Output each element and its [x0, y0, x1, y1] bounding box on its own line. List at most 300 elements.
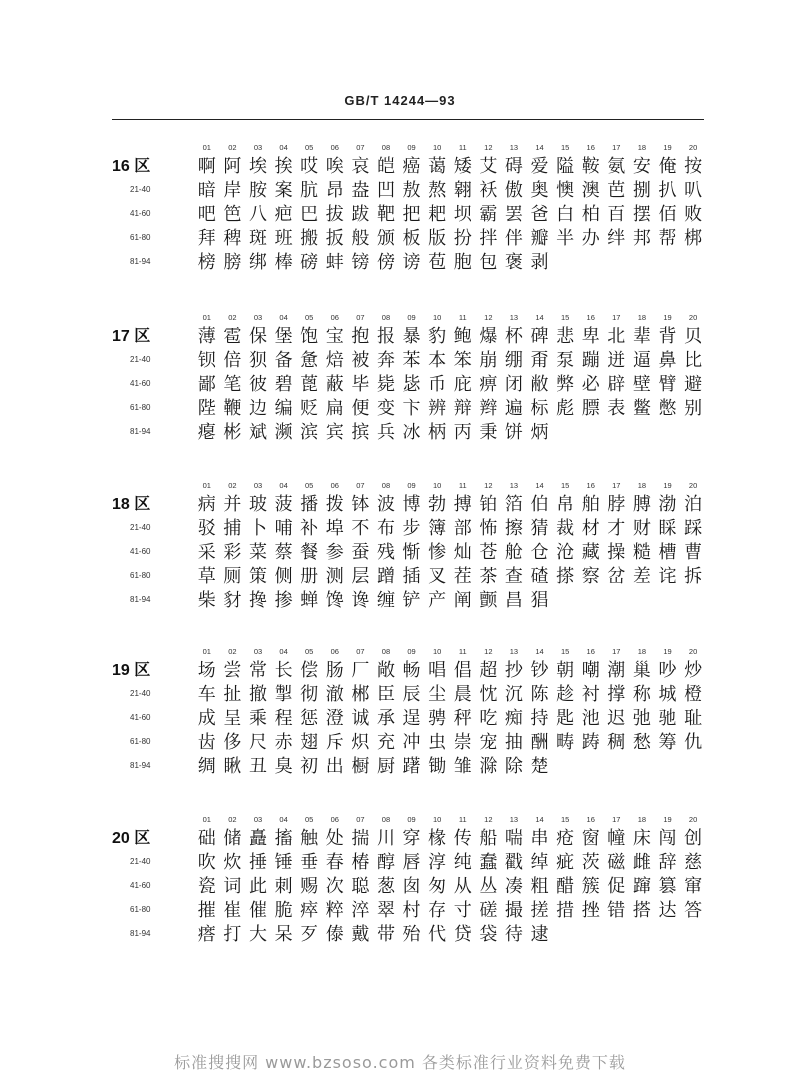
column-number-row [194, 647, 714, 657]
hanzi-cell: 掣 [274, 684, 293, 705]
hanzi-cell: 滨 [300, 422, 319, 443]
hanzi-cell: 承 [376, 708, 395, 729]
column-number: 03 [253, 313, 263, 322]
hanzi-cell: 蔼 [428, 156, 447, 177]
hanzi-cell: 奥 [530, 180, 549, 201]
hanzi-cell: 膀 [223, 252, 242, 273]
hanzi-cell: 粗 [530, 876, 549, 897]
column-number: 19 [663, 647, 672, 656]
hanzi-cell: 北 [607, 326, 626, 347]
hanzi-cell: 炳 [530, 422, 549, 443]
hanzi-cell: 豹 [428, 326, 447, 347]
hanzi-cell: 睬 [658, 518, 677, 539]
hanzi-cell: 挨 [274, 156, 293, 177]
hanzi-cell: 除 [504, 756, 523, 777]
hanzi-cell: 隘 [556, 156, 575, 177]
column-number: 12 [484, 815, 493, 824]
hanzi-cell: 存 [428, 900, 447, 921]
column-number: 02 [228, 313, 237, 322]
table-row [112, 659, 712, 683]
column-number: 15 [560, 481, 570, 490]
hanzi-cell: 靶 [376, 204, 395, 225]
table-row [112, 589, 712, 613]
column-number: 16 [586, 815, 595, 824]
hanzi-cell: 匆 [428, 876, 447, 897]
hanzi-cell: 带 [376, 924, 395, 945]
hanzi-cell: 部 [453, 518, 472, 539]
column-number: 11 [458, 481, 467, 490]
hanzi-cell: 槽 [658, 542, 677, 563]
hanzi-cell: 醋 [556, 876, 575, 897]
row-range-label: 81-94 [130, 427, 151, 436]
hanzi-cell: 瘩 [197, 924, 216, 945]
column-number: 06 [330, 481, 339, 490]
column-number: 07 [356, 313, 365, 322]
hanzi-cell: 从 [453, 876, 472, 897]
hanzi-cell: 础 [197, 828, 216, 849]
table-row [112, 541, 712, 565]
hanzi-cell: 惨 [428, 542, 447, 563]
hanzi-cell: 达 [658, 900, 677, 921]
hanzi-cell: 贝 [684, 326, 703, 347]
hanzi-cell: 疤 [274, 204, 293, 225]
hanzi-cell: 碍 [504, 156, 523, 177]
hanzi-cell: 囱 [402, 876, 421, 897]
column-number: 02 [228, 143, 237, 152]
hanzi-cell: 弛 [632, 708, 651, 729]
hanzi-cell: 币 [428, 374, 447, 395]
hanzi-cell: 饼 [504, 422, 523, 443]
character-row [194, 203, 714, 227]
hanzi-cell: 便 [351, 398, 370, 419]
column-number: 01 [202, 815, 211, 824]
character-row [194, 517, 714, 541]
hanzi-cell: 哺 [274, 518, 293, 539]
hanzi-cell: 板 [402, 228, 421, 249]
column-number: 19 [663, 815, 672, 824]
hanzi-cell: 村 [402, 900, 421, 921]
hanzi-cell: 辞 [658, 852, 677, 873]
hanzi-cell: 憋 [658, 398, 677, 419]
column-number: 08 [381, 313, 391, 322]
hanzi-cell: 杯 [504, 326, 523, 347]
hanzi-cell: 代 [428, 924, 447, 945]
hanzi-cell: 辨 [428, 398, 447, 419]
hanzi-cell: 磋 [479, 900, 498, 921]
column-number: 20 [688, 313, 698, 322]
hanzi-cell: 钡 [197, 350, 216, 371]
hanzi-cell: 颁 [376, 228, 395, 249]
hanzi-cell: 磁 [607, 852, 626, 873]
hanzi-cell: 秉 [479, 422, 498, 443]
character-row [194, 589, 714, 613]
column-number: 06 [330, 143, 339, 152]
hanzi-cell: 痴 [504, 708, 523, 729]
column-number: 13 [509, 647, 519, 656]
hanzi-cell: 盎 [351, 180, 370, 201]
hanzi-cell: 灿 [453, 542, 472, 563]
hanzi-cell: 蠢 [479, 852, 498, 873]
hanzi-cell: 椽 [428, 828, 447, 849]
hanzi-cell: 弊 [556, 374, 575, 395]
hanzi-cell: 拆 [684, 566, 703, 587]
hanzi-cell: 稗 [223, 228, 242, 249]
row-range-label: 61-80 [130, 403, 151, 412]
column-number: 18 [637, 481, 647, 490]
hanzi-cell: 岔 [607, 566, 626, 587]
hanzi-cell: 谗 [351, 590, 370, 611]
hanzi-cell: 雌 [632, 852, 651, 873]
column-number: 05 [305, 143, 314, 152]
character-row [194, 659, 714, 683]
hanzi-cell: 挫 [581, 900, 600, 921]
hanzi-cell: 惫 [300, 350, 319, 371]
hanzi-cell: 搏 [453, 494, 472, 515]
hanzi-cell: 岸 [223, 180, 242, 201]
hanzi-cell: 埃 [248, 156, 267, 177]
hanzi-cell: 尘 [428, 684, 447, 705]
column-number: 20 [688, 647, 698, 656]
hanzi-cell: 傲 [504, 180, 523, 201]
hanzi-cell: 触 [300, 828, 319, 849]
hanzi-cell: 厨 [376, 756, 395, 777]
hanzi-cell: 唇 [402, 852, 421, 873]
hanzi-cell: 伴 [504, 228, 523, 249]
hanzi-cell: 促 [607, 876, 626, 897]
hanzi-cell: 搬 [300, 228, 319, 249]
hanzi-cell: 赐 [300, 876, 319, 897]
hanzi-cell: 蓖 [300, 374, 319, 395]
hanzi-cell: 草 [197, 566, 216, 587]
column-number: 20 [688, 143, 698, 152]
hanzi-cell: 碧 [274, 374, 293, 395]
hanzi-cell: 淬 [351, 900, 370, 921]
hanzi-cell: 城 [658, 684, 677, 705]
hanzi-cell: 安 [632, 156, 651, 177]
hanzi-cell: 池 [581, 708, 600, 729]
hanzi-cell: 冲 [402, 732, 421, 753]
column-number: 09 [407, 481, 416, 490]
hanzi-cell: 残 [376, 542, 395, 563]
hanzi-cell: 搭 [632, 900, 651, 921]
hanzi-cell: 翱 [453, 180, 472, 201]
hanzi-cell: 不 [351, 518, 370, 539]
column-number: 17 [612, 815, 621, 824]
hanzi-cell: 车 [197, 684, 216, 705]
hanzi-cell: 扯 [223, 684, 242, 705]
hanzi-cell: 叭 [684, 180, 703, 201]
hanzi-cell: 摈 [351, 422, 370, 443]
character-row [194, 227, 714, 251]
table-row [112, 493, 712, 517]
column-number: 06 [330, 313, 339, 322]
hanzi-cell: 奔 [376, 350, 395, 371]
zone-label: 20 区 [112, 830, 151, 847]
hanzi-cell: 炒 [684, 660, 703, 681]
hanzi-cell: 葱 [376, 876, 395, 897]
table-row [112, 373, 712, 397]
zone-label: 18 区 [112, 496, 151, 513]
row-range-label: 81-94 [130, 929, 151, 938]
hanzi-cell: 呆 [274, 924, 293, 945]
column-number-row [194, 313, 714, 323]
hanzi-cell: 拌 [479, 228, 498, 249]
column-number: 17 [612, 143, 621, 152]
hanzi-cell: 堡 [274, 326, 293, 347]
row-range-label: 21-40 [130, 355, 151, 364]
hanzi-cell: 诧 [658, 566, 677, 587]
hanzi-cell: 橙 [684, 684, 703, 705]
hanzi-cell: 鼻 [658, 350, 677, 371]
column-number: 04 [279, 647, 288, 656]
hanzi-cell: 步 [402, 518, 421, 539]
character-row [194, 899, 714, 923]
hanzi-cell: 尝 [223, 660, 242, 681]
hanzi-cell: 馋 [325, 590, 344, 611]
hanzi-cell: 氨 [607, 156, 626, 177]
column-number: 07 [356, 647, 365, 656]
table-row [112, 875, 712, 899]
column-number: 10 [432, 143, 442, 152]
hanzi-cell: 毕 [351, 374, 370, 395]
hanzi-cell: 卜 [248, 518, 267, 539]
hanzi-cell: 躇 [402, 756, 421, 777]
hanzi-cell: 持 [530, 708, 549, 729]
hanzi-cell: 箔 [504, 494, 523, 515]
hanzi-cell: 层 [351, 566, 370, 587]
hanzi-cell: 百 [607, 204, 626, 225]
hanzi-cell: 豺 [223, 590, 242, 611]
hanzi-cell: 捌 [632, 180, 651, 201]
hanzi-cell: 彬 [223, 422, 242, 443]
hanzi-cell: 常 [248, 660, 267, 681]
hanzi-cell: 碑 [530, 326, 549, 347]
column-number: 10 [432, 815, 442, 824]
character-row [194, 851, 714, 875]
column-number: 18 [637, 313, 647, 322]
character-row [194, 349, 714, 373]
hanzi-cell: 捕 [223, 518, 242, 539]
hanzi-cell: 仇 [684, 732, 703, 753]
hanzi-cell: 聪 [351, 876, 370, 897]
zone-block [112, 481, 712, 631]
hanzi-cell: 喘 [504, 828, 523, 849]
hanzi-cell: 倡 [453, 660, 472, 681]
hanzi-cell: 舶 [581, 494, 600, 515]
hanzi-cell: 嘲 [581, 660, 600, 681]
hanzi-cell: 沉 [504, 684, 523, 705]
hanzi-cell: 吹 [197, 852, 216, 873]
column-number: 11 [458, 143, 467, 152]
hanzi-cell: 锄 [428, 756, 447, 777]
character-row [194, 493, 714, 517]
hanzi-cell: 鄙 [197, 374, 216, 395]
column-number: 12 [484, 313, 493, 322]
column-number: 13 [509, 313, 519, 322]
hanzi-cell: 宝 [325, 326, 344, 347]
column-number: 15 [560, 815, 570, 824]
hanzi-cell: 别 [684, 398, 703, 419]
column-number: 14 [535, 313, 544, 322]
column-number: 03 [253, 481, 263, 490]
hanzi-cell: 皑 [376, 156, 395, 177]
hanzi-cell: 察 [581, 566, 600, 587]
hanzi-cell: 打 [223, 924, 242, 945]
column-number: 11 [458, 815, 467, 824]
hanzi-cell: 备 [274, 350, 293, 371]
hanzi-cell: 笔 [223, 374, 242, 395]
hanzi-cell: 昌 [504, 590, 523, 611]
hanzi-cell: 吵 [658, 660, 677, 681]
hanzi-cell: 楚 [530, 756, 549, 777]
hanzi-cell: 茬 [453, 566, 472, 587]
hanzi-cell: 泊 [684, 494, 703, 515]
column-number: 17 [612, 313, 621, 322]
table-row [112, 851, 712, 875]
hanzi-cell: 柴 [197, 590, 216, 611]
hanzi-cell: 狈 [248, 350, 267, 371]
column-number: 13 [509, 815, 519, 824]
hanzi-cell: 巢 [632, 660, 651, 681]
hanzi-cell: 鳖 [632, 398, 651, 419]
hanzi-cell: 厕 [223, 566, 242, 587]
column-number: 03 [253, 647, 263, 656]
character-row [194, 683, 714, 707]
hanzi-cell: 乘 [248, 708, 267, 729]
hanzi-cell: 晨 [453, 684, 472, 705]
hanzi-cell: 濒 [274, 422, 293, 443]
hanzi-cell: 薄 [197, 326, 216, 347]
hanzi-cell: 补 [300, 518, 319, 539]
hanzi-cell: 疮 [556, 828, 575, 849]
row-range-label: 21-40 [130, 689, 151, 698]
hanzi-cell: 趁 [556, 684, 575, 705]
hanzi-cell: 昂 [325, 180, 344, 201]
hanzi-cell: 措 [556, 900, 575, 921]
hanzi-cell: 兵 [376, 422, 395, 443]
hanzi-cell: 蚕 [351, 542, 370, 563]
hanzi-cell: 摧 [197, 900, 216, 921]
row-range-label: 61-80 [130, 737, 151, 746]
hanzi-cell: 骋 [428, 708, 447, 729]
hanzi-cell: 宠 [479, 732, 498, 753]
row-range-label: 21-40 [130, 523, 151, 532]
column-number: 09 [407, 143, 416, 152]
table-row [112, 827, 712, 851]
column-number: 10 [432, 481, 442, 490]
hanzi-cell: 鲍 [453, 326, 472, 347]
column-number: 19 [663, 313, 672, 322]
hanzi-cell: 炽 [351, 732, 370, 753]
hanzi-cell: 沧 [556, 542, 575, 563]
column-number: 04 [279, 481, 288, 490]
hanzi-cell: 戴 [351, 924, 370, 945]
hanzi-cell: 笆 [223, 204, 242, 225]
column-number: 11 [458, 647, 467, 656]
hanzi-cell: 勃 [428, 494, 447, 515]
row-range-label: 41-60 [130, 547, 151, 556]
hanzi-cell: 纯 [453, 852, 472, 873]
hanzi-cell: 磅 [300, 252, 319, 273]
hanzi-cell: 半 [556, 228, 575, 249]
hanzi-cell: 案 [274, 180, 293, 201]
zone-label: 16 区 [112, 158, 151, 175]
hanzi-cell: 鞭 [223, 398, 242, 419]
hanzi-cell: 斥 [325, 732, 344, 753]
hanzi-cell: 懊 [556, 180, 575, 201]
hanzi-cell: 胺 [248, 180, 267, 201]
hanzi-cell: 储 [223, 828, 242, 849]
hanzi-cell: 比 [684, 350, 703, 371]
hanzi-cell: 背 [658, 326, 677, 347]
hanzi-cell: 绰 [530, 852, 549, 873]
hanzi-cell: 插 [402, 566, 421, 587]
hanzi-cell: 处 [325, 828, 344, 849]
hanzi-cell: 抱 [351, 326, 370, 347]
table-row [112, 325, 712, 349]
hanzi-cell: 崇 [453, 732, 472, 753]
hanzi-cell: 蹿 [632, 876, 651, 897]
hanzi-cell: 陈 [530, 684, 549, 705]
hanzi-cell: 扒 [658, 180, 677, 201]
column-number: 02 [228, 481, 237, 490]
hanzi-cell: 愁 [632, 732, 651, 753]
column-number: 03 [253, 143, 263, 152]
hanzi-cell: 暗 [197, 180, 216, 201]
hanzi-cell: 侧 [274, 566, 293, 587]
zone-label: 19 区 [112, 662, 151, 679]
hanzi-cell: 菠 [274, 494, 293, 515]
column-number: 16 [586, 647, 595, 656]
hanzi-cell: 必 [581, 374, 600, 395]
hanzi-cell: 臭 [274, 756, 293, 777]
character-row [194, 755, 714, 779]
table-row [112, 755, 712, 779]
hanzi-cell: 参 [325, 542, 344, 563]
hanzi-cell: 癌 [402, 156, 421, 177]
hanzi-cell: 鞍 [581, 156, 600, 177]
hanzi-cell: 棒 [274, 252, 293, 273]
hanzi-cell: 败 [684, 204, 703, 225]
hanzi-cell: 矗 [248, 828, 267, 849]
hanzi-cell: 扁 [325, 398, 344, 419]
hanzi-cell: 凹 [376, 180, 395, 201]
hanzi-cell: 袋 [479, 924, 498, 945]
hanzi-cell: 酬 [530, 732, 549, 753]
hanzi-cell: 爸 [530, 204, 549, 225]
hanzi-cell: 辈 [632, 326, 651, 347]
hanzi-cell: 斌 [248, 422, 267, 443]
hanzi-cell: 彩 [223, 542, 242, 563]
hanzi-cell: 篡 [658, 876, 677, 897]
hanzi-cell: 雏 [453, 756, 472, 777]
column-number: 06 [330, 815, 339, 824]
hanzi-cell: 串 [530, 828, 549, 849]
hanzi-cell: 答 [684, 900, 703, 921]
hanzi-cell: 戳 [504, 852, 523, 873]
hanzi-cell: 敖 [402, 180, 421, 201]
character-row [194, 731, 714, 755]
hanzi-cell: 拔 [325, 204, 344, 225]
table-row [112, 707, 712, 731]
column-number: 10 [432, 313, 442, 322]
hanzi-cell: 蔡 [274, 542, 293, 563]
hanzi-cell: 程 [274, 708, 293, 729]
column-number: 04 [279, 815, 288, 824]
hanzi-cell: 敞 [376, 660, 395, 681]
hanzi-cell: 缠 [376, 590, 395, 611]
hanzi-cell: 臣 [376, 684, 395, 705]
